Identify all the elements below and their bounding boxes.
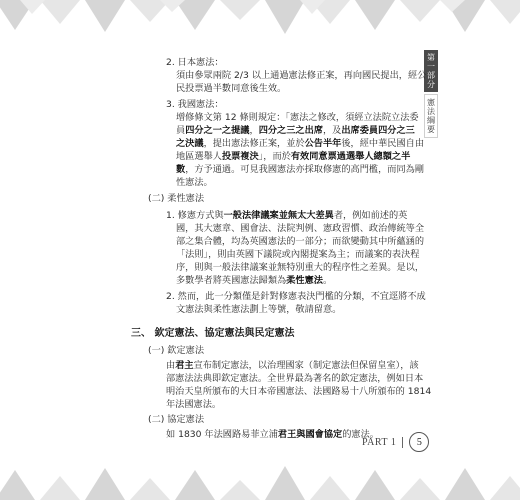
text-line: 明治天皇所頒布的大日本帝國憲法、法國路易十八所頒布的 1814 (166, 386, 432, 397)
text-line: 須由參眾兩院 2/3 以上通過憲法修正案，再向國民提出，經公 (176, 70, 427, 81)
part-footer-label: PART 1 (362, 436, 397, 448)
text-line: 部之集合體，均為英國憲法的一部分；而欲變動其中所蘊涵的 (176, 236, 425, 247)
text-line: 之決議，提出憲法修正案，並於公告半年後，經中華民國自由 (176, 138, 425, 149)
text-line: 1. 修憲方式與一般法律議案並無太大差異者，例如前述的英 (166, 210, 408, 221)
subsection-agreed-constitution: (二) 協定憲法 (148, 414, 205, 425)
footer-divider (402, 437, 403, 448)
item-roc-heading: 3. 我國憲法： (166, 99, 224, 110)
page-footer (362, 432, 429, 452)
item-japan-heading: 2. 日本憲法： (166, 57, 224, 68)
bottom-pennant-decoration (0, 462, 520, 500)
text-line: 數，方予通過。可見我國憲法亦採取修憲的高門檻，而同為剛 (176, 164, 425, 175)
subsection-flexible-constitution: (二) 柔性憲法 (148, 193, 205, 204)
text-line: 如 1830 年法國路易菲立浦君王與國會協定的憲法。 (166, 429, 379, 440)
section-heading-3: 三、 欽定憲法、協定憲法與民定憲法 (131, 328, 295, 339)
text-line: 部憲法法典即欽定憲法。全世界最為著名的欽定憲法，例如日本 (166, 373, 424, 384)
text-line: 序，則與一般法律議案並無特別重大的程序性之差異。是以， (176, 262, 425, 273)
text-line: 增修條文第 12 條則規定：「憲法之修改，須經立法院立法委 (176, 112, 419, 123)
part-label: 第一部分 (424, 50, 438, 92)
text-line: 2. 然而，此一分類僅是針對修憲表決門檻的分類，不宜逕將不成 (166, 291, 426, 302)
top-pennant-decoration (0, 0, 520, 38)
page-number: 5 (409, 432, 429, 452)
section-side-tab (424, 50, 438, 138)
text-line: 員四分之一之提議，四分之三之出席，及出席委員四分之三 (176, 125, 415, 136)
text-line: 國，其大憲章、國會法、法院判例、憲政習慣、政治傳統等全 (176, 223, 425, 234)
subsection-imperial-constitution: (一) 欽定憲法 (148, 345, 205, 356)
text-line: 地區選舉人投票複決」，而於有效同意票過選舉人總額之半 (176, 151, 411, 162)
text-line: 性憲法。 (176, 177, 213, 188)
text-line: 「法則」，則由英國下議院或內閣提案為主；而議案的表決程 (176, 249, 420, 260)
chapter-label: 憲法綱要 (424, 94, 438, 138)
text-line: 年法國憲法。 (166, 399, 222, 410)
text-line: 文憲法與柔性憲法劃上等號，敬請留意。 (176, 304, 342, 315)
text-line: 民投票過半數同意後生效。 (176, 83, 287, 94)
text-line: 由君主宣布制定憲法，以治理國家（制定憲法但保留皇室），該 (166, 360, 419, 371)
text-line: 多數學者將英國憲法歸類為柔性憲法。 (176, 275, 333, 286)
